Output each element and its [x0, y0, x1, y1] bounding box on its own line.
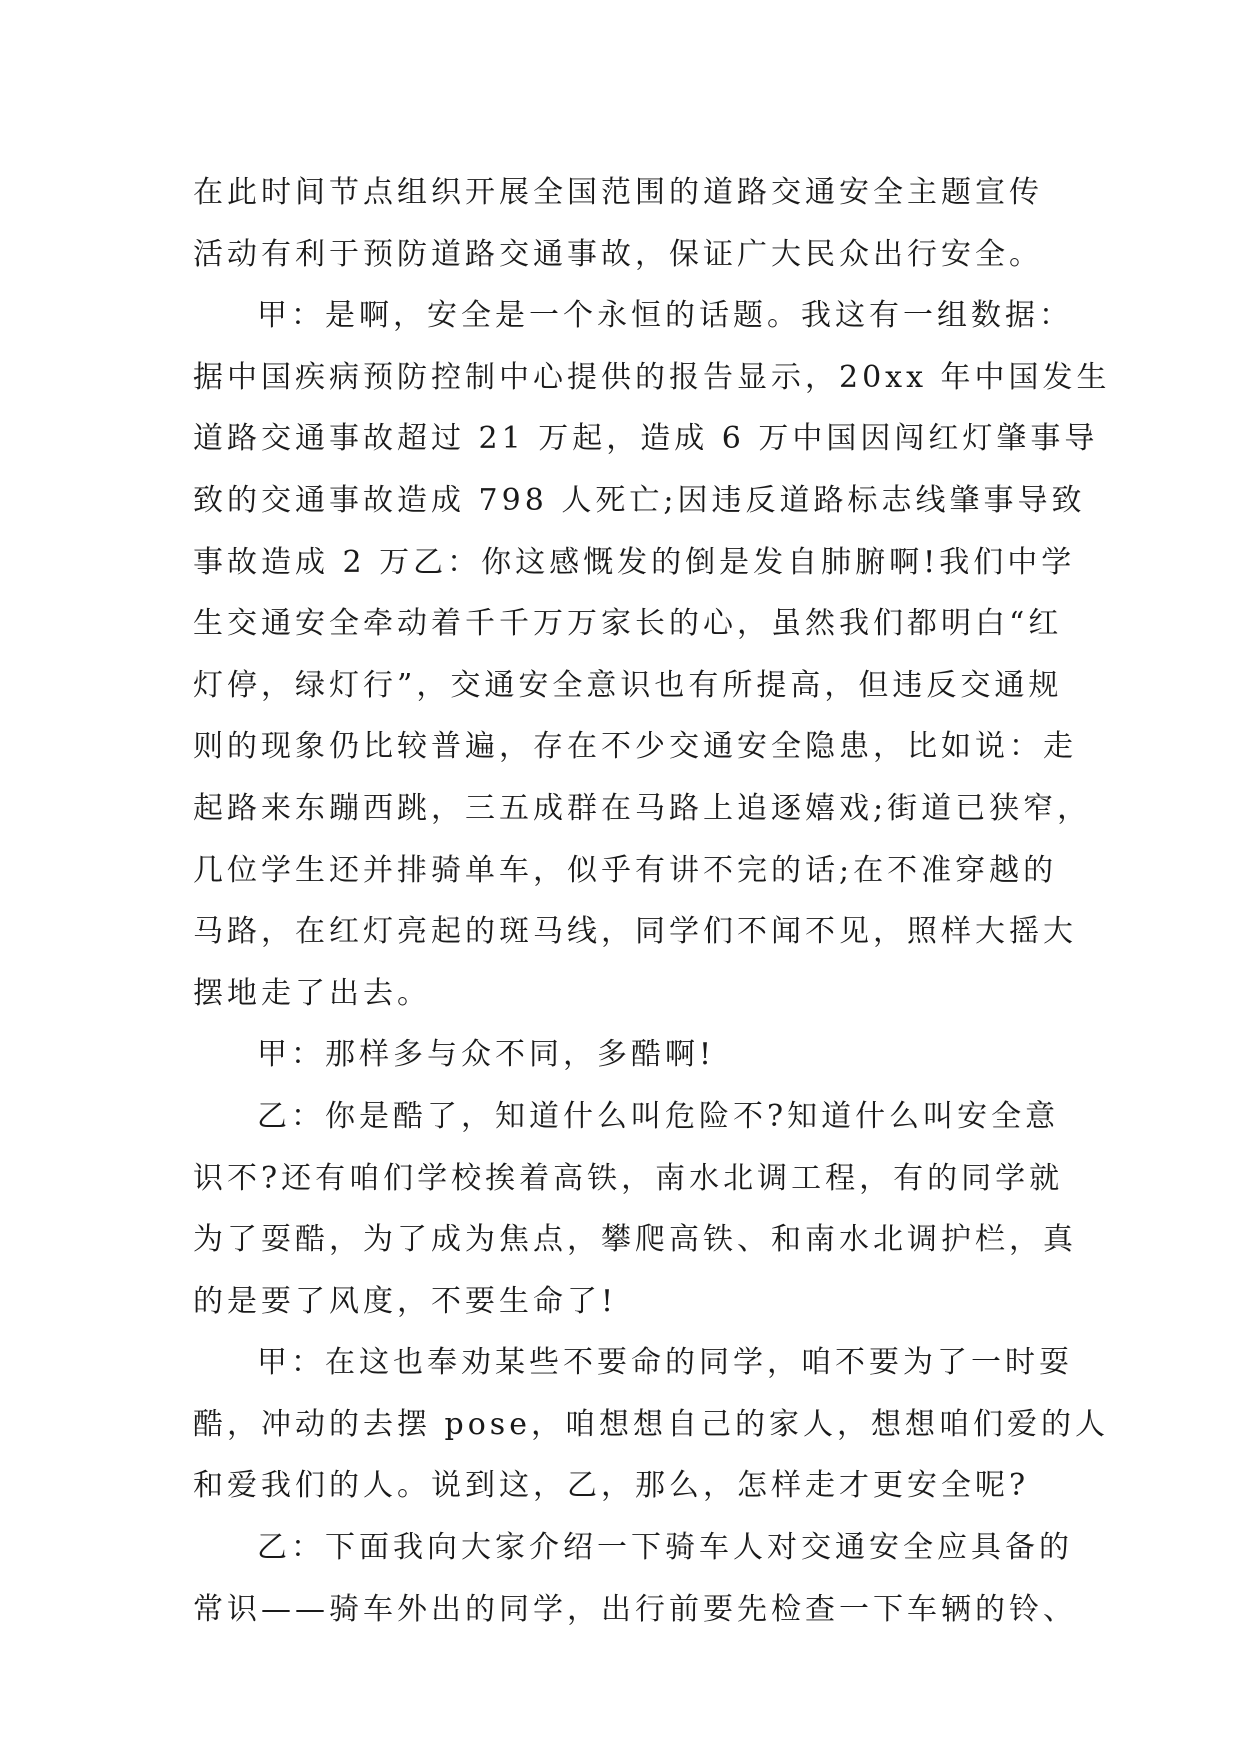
text-line: 常识——骑车外出的同学，出行前要先检查一下车辆的铃、: [193, 1591, 1077, 1627]
text-line: 识不?还有咱们学校挨着高铁，南水北调工程，有的同学就: [193, 1160, 1064, 1196]
text-line: 起路来东蹦西跳，三五成群在马路上追逐嬉戏;街道已狭窄，: [193, 790, 1092, 826]
text-line: 酷，冲动的去摆 pose，咱想想自己的家人，想想咱们爱的人: [193, 1406, 1109, 1442]
text-line: 为了耍酷，为了成为焦点，攀爬高铁、和南水北调护栏，真: [193, 1222, 1077, 1258]
text-line: 灯停，绿灯行”，交通安全意识也有所提高，但违反交通规: [193, 667, 1063, 703]
text-line: 甲：是啊，安全是一个永恒的话题。我这有一组数据：: [257, 298, 1073, 334]
text-line: 的是要了风度，不要生命了!: [193, 1283, 618, 1319]
text-line: 甲：那样多与众不同，多酷啊!: [257, 1037, 716, 1073]
text-line: 乙：你是酷了，知道什么叫危险不?知道什么叫安全意: [257, 1098, 1060, 1134]
text-line: 甲：在这也奉劝某些不要命的同学，咱不要为了一时耍: [257, 1345, 1073, 1381]
text-line: 则的现象仍比较普遍，存在不少交通安全隐患，比如说：走: [193, 729, 1077, 765]
text-line: 生交通安全牵动着千千万万家长的心，虽然我们都明白“红: [193, 606, 1063, 642]
text-line: 致的交通事故造成 798 人死亡;因违反道路标志线肇事导致: [193, 482, 1086, 518]
text-line: 据中国疾病预防控制中心提供的报告显示，20xx 年中国发生: [193, 359, 1111, 395]
text-line: 几位学生还并排骑单车，似乎有讲不完的话;在不准穿越的: [193, 852, 1058, 888]
text-line: 活动有利于预防道路交通事故，保证广大民众出行安全。: [193, 236, 1043, 272]
text-line: 事故造成 2 万乙：你这感慨发的倒是发自肺腑啊!我们中学: [193, 544, 1076, 580]
text-line: 道路交通事故超过 21 万起，造成 6 万中国因闯红灯肇事导: [193, 421, 1099, 457]
text-line: 马路，在红灯亮起的斑马线，同学们不闻不见，照样大摇大: [193, 914, 1077, 950]
text-line: 和爱我们的人。说到这，乙，那么，怎样走才更安全呢?: [193, 1468, 1030, 1504]
document-text-body: [193, 162, 1111, 1640]
text-line: 在此时间节点组织开展全国范围的道路交通安全主题宣传: [193, 175, 1043, 210]
text-line: 摆地走了出去。: [193, 975, 431, 1011]
text-line: 乙：下面我向大家介绍一下骑车人对交通安全应具备的: [257, 1530, 1073, 1566]
